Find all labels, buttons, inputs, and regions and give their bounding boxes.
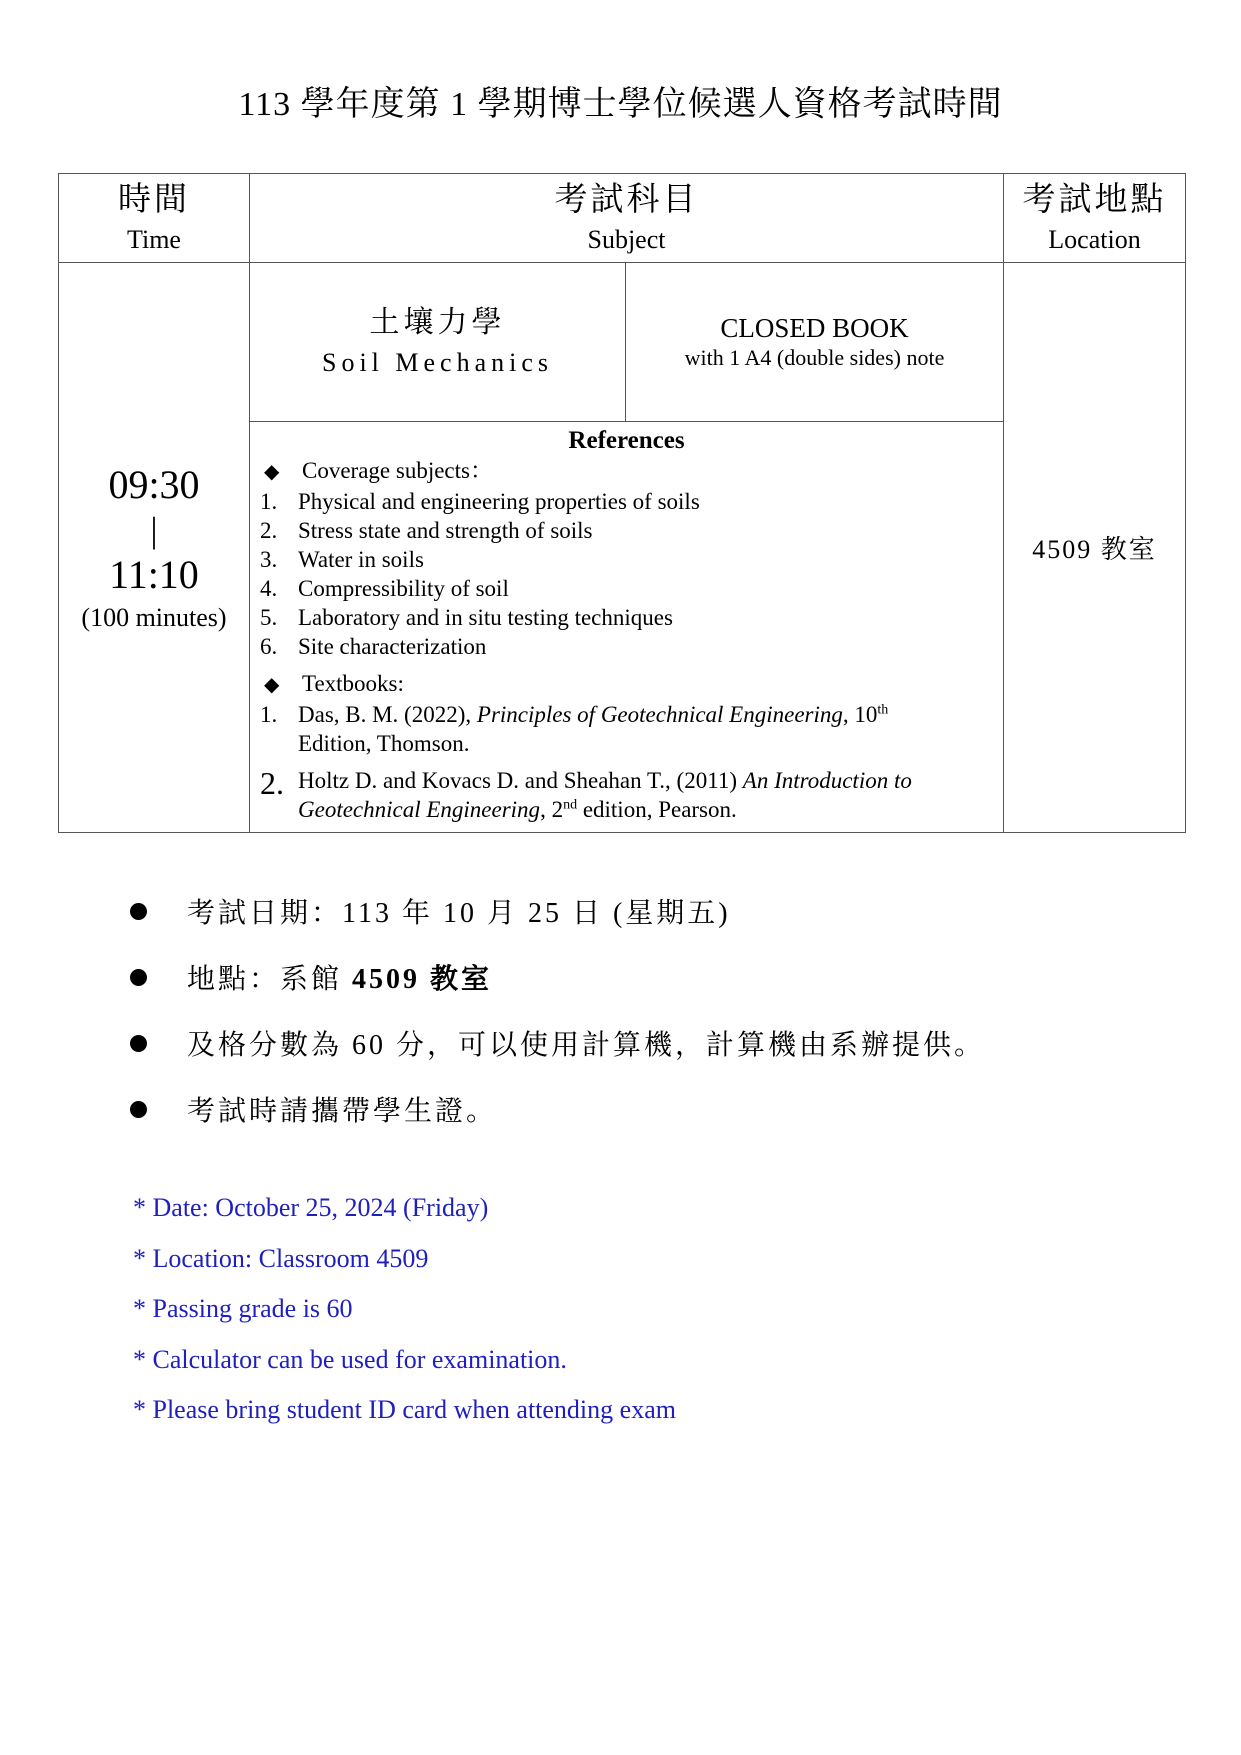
note-student-id: * Please bring student ID card when attending exam [133,1395,676,1424]
textbook-list [260,700,993,824]
bullet-dot-icon [130,1101,147,1118]
exam-info-bullets [130,878,985,1142]
time-separator: | [150,509,158,550]
list-item: 5. Laboratory and in situ testing techniques [260,605,673,630]
bullet-dot-icon [130,903,147,920]
exam-location-value: 4509 教室 [352,964,493,995]
bullet-item [130,944,985,1010]
note-calculator: * Calculator can be used for examination. [133,1344,567,1374]
bullet-item [130,878,985,944]
english-notes [133,1190,676,1443]
textbook-item: 1. Das, B. M. (2022), Principles of Geotechnical Engineering, 10th Edition, Thomson. [260,702,889,756]
bullet-dot-icon [130,1035,147,1052]
bullet-dot-icon [130,969,147,986]
closed-book-cell [626,263,1004,422]
list-item: 2. Stress state and strength of soils [260,518,593,543]
note-passing: * Passing grade is 60 [133,1294,353,1323]
list-item: 4. Compressibility of soil [260,576,509,601]
header-subject-en: Subject [587,225,666,254]
start-time: 09:30 [108,461,200,507]
header-location-en: Location [1048,225,1141,254]
subject-en: Soil Mechanics [321,348,554,377]
list-item: 1. Physical and engineering properties of soils [260,489,700,514]
header-location-zh: 考試地點 [1022,182,1167,218]
location-cell: 4509 教室 [1004,263,1186,833]
diamond-bullet-icon: ◆ [264,674,280,696]
note-date: * Date: October 25, 2024 (Friday) [133,1193,489,1222]
exam-date: 考試日期：113 年 10 月 25 日 (星期五) [187,898,731,929]
header-location [1004,174,1186,263]
header-time-en: Time [127,225,181,254]
page-title: 113 學年度第 1 學期博士學位候選人資格考試時間 [238,86,1003,123]
subject-cell [250,263,626,422]
list-item: 6. Site characterization [260,634,487,659]
bullet-item [130,1076,985,1142]
passing-info: 及格分數為 60 分，可以使用計算機，計算機由系辦提供。 [187,1030,986,1061]
diamond-bullet-icon: ◆ [264,461,280,483]
coverage-label: Coverage subjects： [302,458,493,483]
references-cell [250,422,1004,833]
coverage-list [260,487,993,661]
textbook-title: An Introduction to [742,768,912,793]
closed-book-label: CLOSED BOOK [720,313,909,343]
textbook-item: 2. Holtz D. and Kovacs D. and Sheahan T., (2011) An Introduction to Geotechnical Engineering, 2nd edition, Pearson. [260,765,912,822]
references-title: References [568,427,685,454]
end-time: 11:10 [109,551,199,597]
textbook-title: Principles of Geotechnical Engineering [476,702,843,727]
coverage-heading [260,456,993,487]
closed-book-note: with 1 A4 (double sides) note [684,345,945,370]
bullet-item [130,1010,985,1076]
header-time-zh: 時間 [118,182,190,218]
header-time [59,174,250,263]
textbook-title: Geotechnical Engineering [298,797,541,822]
list-item: 3. Water in soils [260,547,424,572]
duration: (100 minutes) [81,602,227,632]
textbooks-heading [260,669,993,700]
exam-location-label: 地點：系館 [187,964,343,995]
header-subject-zh: 考試科目 [554,182,699,218]
header-subject [250,174,1004,263]
subject-zh: 土壤力學 [369,306,506,339]
student-id-reminder: 考試時請攜帶學生證。 [187,1096,498,1127]
textbooks-label: Textbooks: [302,671,404,696]
exam-schedule-table [58,173,1186,833]
exam-time-cell [59,263,250,833]
note-location: * Location: Classroom 4509 [133,1243,429,1273]
